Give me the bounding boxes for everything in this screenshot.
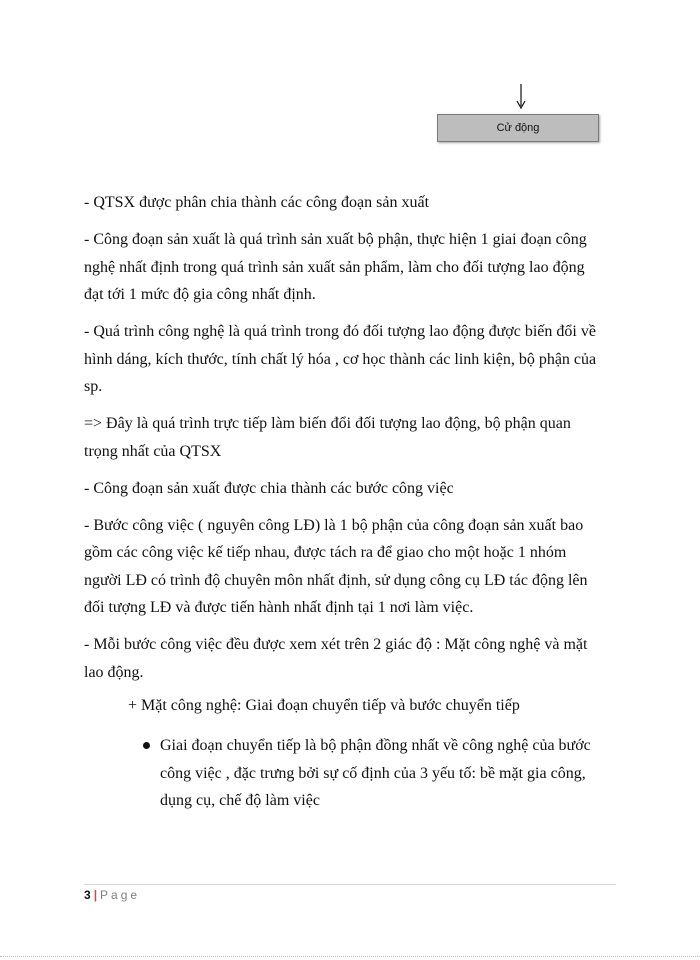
text-line: đạt tới 1 mức độ gia công nhất định. <box>84 286 316 303</box>
bullet-icon <box>143 742 150 749</box>
text-line: gồm các công việc kế tiếp nhau, được tách ra để giao cho một hoặc 1 nhóm <box>84 544 567 561</box>
text-line: sp. <box>84 378 103 395</box>
footer-divider <box>84 884 616 885</box>
text-line: người LĐ có trình độ chuyên môn nhất định, sử dụng công cụ LĐ tác động lên <box>84 572 588 589</box>
text-line: lao động. <box>84 664 144 681</box>
bullet-line: Giai đoạn chuyển tiếp là bộ phận đồng nhất về công nghệ của bước <box>160 737 591 754</box>
down-arrow-icon <box>515 84 527 110</box>
text-line: trọng nhất của QTSX <box>84 443 222 460</box>
text-line: => Đây là quá trình trực tiếp làm biến đổi đối tượng lao động, bộ phận quan <box>84 415 571 432</box>
text-line: - QTSX được phân chia thành các công đoạn sản xuất <box>84 194 430 211</box>
page-footer <box>84 888 140 902</box>
text-line: - Công đoạn sản xuất được chia thành các bước công việc <box>84 480 454 497</box>
text-line: - Bước công việc ( nguyên công LĐ) là 1 bộ phận của công đoạn sản xuất bao <box>84 517 584 534</box>
page-number: 3 <box>84 888 91 902</box>
page-bottom-edge <box>0 956 700 957</box>
text-line-plus: + Mặt công nghệ: Giai đoạn chuyển tiếp và bước chuyển tiếp <box>128 697 520 714</box>
text-line: hình dáng, kích thước, tính chất lý hóa , cơ học thành các linh kiện, bộ phận của <box>84 351 597 368</box>
text-line: nghệ nhất định trong quá trình sản xuất sản phẩm, làm cho đối tượng lao động <box>84 259 585 276</box>
page-label: Page <box>100 888 141 902</box>
bullet-line: dụng cụ, chế độ làm việc <box>160 792 320 809</box>
flow-box-cu-dong <box>437 114 599 142</box>
bullet-line: công việc , đặc trưng bởi sự cố định của 3 yếu tố: bề mặt gia công, <box>160 765 586 782</box>
text-line: - Quá trình công nghệ là quá trình trong đó đối tượng lao động được biến đổi về <box>84 323 596 340</box>
text-line: đối tượng LĐ và được tiến hành nhất định tại 1 nơi làm việc. <box>84 599 474 616</box>
flow-box-label: Cử động <box>496 122 540 134</box>
text-line: - Mỗi bước công việc đều được xem xét trên 2 giác độ : Mặt công nghệ và mặt <box>84 636 588 653</box>
text-line: - Công đoạn sản xuất là quá trình sản xuất bộ phận, thực hiện 1 giai đoạn công <box>84 231 587 248</box>
footer-separator: | <box>93 888 98 902</box>
